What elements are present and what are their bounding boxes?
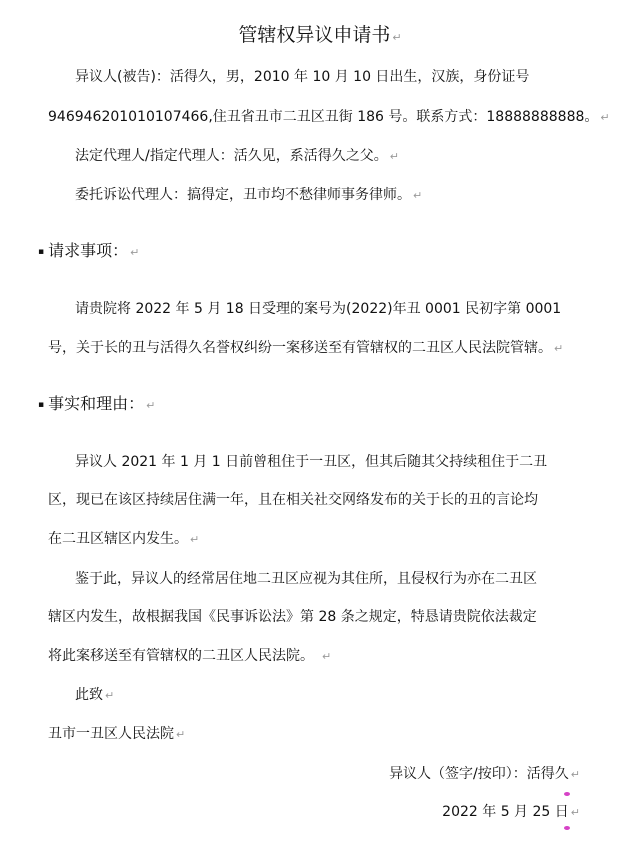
facts-paragraph-1-line-1: 异议人 2021 年 1 月 1 日前曾租住于一丑区，但其后随其父持续租住于二丑 [75, 454, 548, 470]
paragraph-mark-icon: ↵ [392, 31, 402, 44]
facts-paragraph-2-line-2: 辖区内发生，故根据我国《民事诉讼法》第 28 条之规定，特恳请贵院依法裁定 [48, 609, 537, 625]
court-name: 丑市一丑区人民法院 ↵ [48, 726, 186, 742]
paragraph-mark-icon: ↵ [600, 111, 610, 124]
facts-paragraph-1-line-2: 区，现已在该区持续居住满一年，且在相关社交网络发布的关于长的丑的言论均 [48, 492, 538, 508]
paragraph-mark-icon: ↵ [190, 533, 200, 546]
requests-line-2: 号，关于长的丑与活得久名誉权纠纷一案移送至有管辖权的二丑区人民法院管辖。 ↵ [48, 340, 564, 356]
comment-marker-icon [564, 826, 570, 830]
legal-agent-line: 法定代理人/指定代理人：活久见，系活得久之父。 ↵ [75, 148, 399, 164]
document-title [0, 22, 640, 51]
salutation: 此致 ↵ [75, 687, 115, 703]
requests-line-1: 请贵院将 2022 年 5 月 18 日受理的案号为(2022)年丑 0001 民初字第 0001 [75, 301, 562, 317]
facts-paragraph-1-line-3: 在二丑区辖区内发生。 ↵ [48, 531, 200, 547]
paragraph-mark-icon: ↵ [176, 728, 186, 741]
title-text: 管辖权异议申请书 [238, 24, 391, 46]
signature-line: 异议人（签字/按印）：活得久 ↵ [389, 766, 580, 782]
bullet-icon: ▪ [38, 246, 45, 257]
paragraph-mark-icon: ↵ [554, 342, 564, 355]
paragraph-mark-icon: ↵ [570, 768, 580, 781]
paragraph-mark-icon: ↵ [413, 189, 423, 202]
litigation-agent-line: 委托诉讼代理人：搞得定，丑市均不愁律师事务律师。 ↵ [75, 187, 423, 203]
paragraph-mark-icon: ↵ [570, 806, 580, 819]
comment-marker-icon [564, 792, 570, 796]
paragraph-mark-icon: ↵ [105, 689, 115, 702]
paragraph-mark-icon: ↵ [322, 650, 332, 663]
date-line: 2022 年 5 月 25 日 ↵ [442, 804, 580, 820]
paragraph-mark-icon: ↵ [130, 246, 140, 259]
requests-heading: ▪ 请求事项： ↵ [38, 241, 140, 260]
paragraph-mark-icon: ↵ [389, 150, 399, 163]
facts-heading: ▪ 事实和理由： ↵ [38, 394, 156, 413]
facts-paragraph-2-line-1: 鉴于此，异议人的经常居住地二丑区应视为其住所，且侵权行为亦在二丑区 [75, 571, 537, 587]
bullet-icon: ▪ [38, 399, 45, 410]
paragraph-mark-icon: ↵ [146, 399, 156, 412]
facts-paragraph-2-line-3: 将此案移送至有管辖权的二丑区人民法院。 ↵ [48, 648, 332, 664]
applicant-info-line-1: 异议人(被告)：活得久，男，2010 年 10 月 10 日出生，汉族，身份证号 [75, 69, 530, 85]
applicant-info-line-2: 946946201010107466,住丑省丑市二丑区丑街 186 号。联系方式：18888888888。 ↵ [48, 109, 610, 125]
